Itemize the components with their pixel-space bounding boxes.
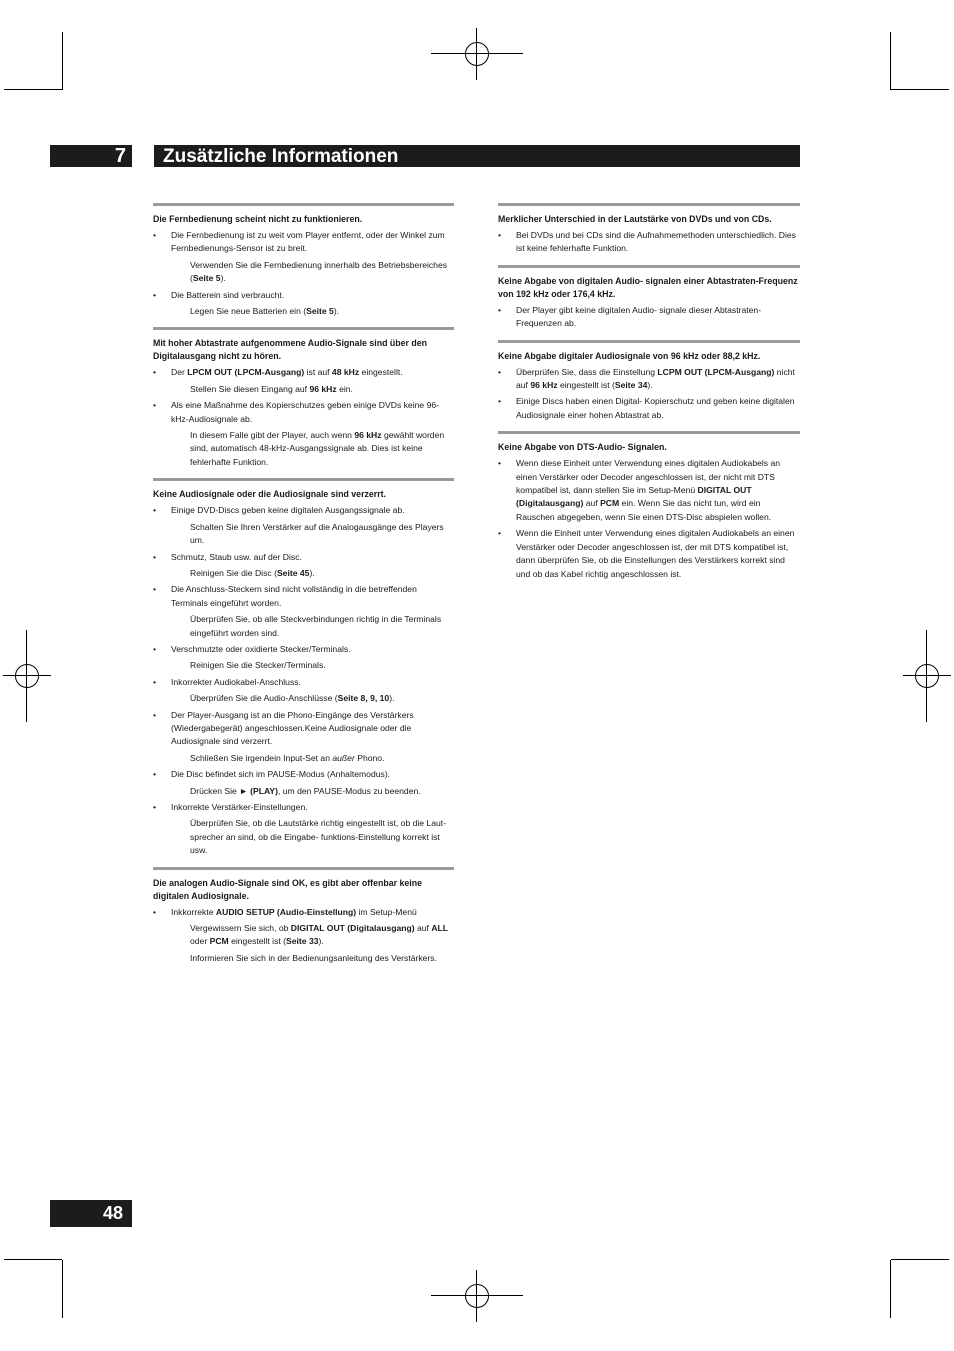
item-text: Die Fernbedienung ist zu weit vom Player entfernt, oder der Winkel zum Fernbedienungs-Sensor ist zu breit. bbox=[171, 230, 445, 254]
section-heading: Keine Abgabe von digitalen Audio- signalen einer Abtastraten-Frequenz von 192 kHz oder 176,4 kHz. bbox=[498, 275, 798, 299]
list-item: • Einige Discs haben einen Digital- Kopierschutz und geben keine digitalen Audiosignale einer hohen Abtastrat ab. bbox=[498, 396, 795, 420]
remedy-text: Verwenden Sie die Fernbedienung innerhalb des Betriebsbereiches (Seite 5). bbox=[190, 259, 448, 284]
chapter-number: 7 bbox=[50, 145, 132, 167]
section-heading: Die analogen Audio-Signale sind OK, es gibt aber offenbar keine digitalen Audiosignale. bbox=[153, 877, 423, 901]
list-item: • Überprüfen Sie, dass die Einstellung LCPM OUT (LPCM-Ausgang) nicht auf 96 kHz eingestellt ist (Seite 34). bbox=[498, 366, 795, 391]
chapter-title: Zusätzliche Informationen bbox=[154, 145, 800, 167]
remedy-text: Überprüfen Sie, ob alle Steckverbindungen richtig in die Terminals eingeführt worden sind. bbox=[190, 614, 442, 638]
remedy-text: Drücken Sie ► (PLAY), um den PAUSE-Modus zu beenden. bbox=[190, 785, 421, 796]
remedy-text: Schalten Sie Ihren Verstärker auf die Analogausgänge des Players um. bbox=[190, 521, 444, 546]
remedy-text: Schließen Sie irgendein Input-Set an außer Phono. bbox=[190, 752, 385, 763]
item-text: Die Batterein sind verbraucht. bbox=[171, 289, 285, 300]
registration-mark-bottom bbox=[463, 1282, 491, 1310]
bullet: • bbox=[153, 367, 157, 378]
remedy-text: Legen Sie neue Batterien ein (Seite 5). bbox=[190, 306, 340, 317]
section-96khz bbox=[498, 340, 800, 432]
list-item: • Wenn die Einheit unter Verwendung eines digitalen Audiokabels an einen Verstärker oder Decoder angeschlossen ist, der mit DTS kompatibel ist, dann überprüfen Sie, ob die Einstellungen des Verstärkers korrekt sind und ob das Kabel richtig angeschlossen ist. bbox=[498, 528, 795, 579]
bullet: • bbox=[153, 289, 157, 300]
play-icon: ► bbox=[239, 785, 248, 796]
section-heading: Merklicher Unterschied in der Lautstärke von DVDs und von CDs. bbox=[498, 214, 772, 224]
registration-mark-right bbox=[913, 662, 941, 690]
registration-mark-left bbox=[13, 662, 41, 690]
left-column bbox=[153, 203, 454, 974]
list-item: • Wenn diese Einheit unter Verwendung eines digitalen Audiokabels an einen Verstärker oder Decoder angeschlossen ist, der nicht mit DTS kompatibel ist, dann stellen Sie im Setup-Menü DIGITAL OUT (Digitalausgang) auf PCM ein. Wenn Sie das nicht tun, wird ein Rauschen abgegeben, wenn Sie einen DTS-Disc abspielen wollen. bbox=[498, 458, 781, 522]
section-heading: Mit hoher Abtastrate aufgenommene Audio-Signale sind über den Digitalausgang nicht zu hören. bbox=[153, 338, 428, 362]
remedy-text: Reinigen Sie die Disc (Seite 45). bbox=[190, 567, 315, 578]
section-dts bbox=[498, 431, 800, 590]
section-heading: Die Fernbedienung scheint nicht zu funktionieren. bbox=[153, 214, 363, 224]
section-no-audio bbox=[153, 478, 454, 866]
list-item bbox=[153, 229, 454, 256]
list-item: • Die Anschluss-Steckern sind nicht vollständig in die betreffenden Terminals eingeführt worden. bbox=[153, 584, 417, 608]
section-heading: Keine Audiosignale oder die Audiosignale sind verzerrt. bbox=[153, 489, 387, 500]
list-item bbox=[153, 399, 454, 426]
section-heading: Keine Abgabe von DTS-Audio- Signalen. bbox=[498, 442, 667, 453]
list-item: • Einige DVD-Discs geben keine digitalen Ausgangssignale ab. bbox=[153, 505, 405, 516]
bullet: • bbox=[153, 400, 157, 411]
right-column bbox=[498, 203, 800, 590]
page-number: 48 bbox=[50, 1200, 132, 1227]
remedy-text: Reinigen Sie die Stecker/Terminals. bbox=[190, 660, 326, 671]
section-192khz bbox=[498, 265, 800, 340]
list-item: • Inkorrekter Audiokabel-Anschluss. bbox=[153, 676, 301, 687]
section-high-sampling bbox=[153, 327, 454, 478]
item-text: Als eine Maßnahme des Kopierschutzes geben einige DVDs keine 96-kHz-Audiosignale ab. bbox=[171, 400, 439, 424]
section-volume-difference bbox=[498, 203, 800, 265]
list-item: • Der Player-Ausgang ist an die Phono-Eingänge des Verstärkers (Wiedergabegerät) angeschlossen.Keine Audiosignale oder die Audiosignale sind verzerrt. bbox=[153, 709, 414, 747]
list-item bbox=[153, 289, 454, 302]
bullet: • bbox=[153, 230, 157, 240]
remedy-text: Informieren Sie sich in der Bedienungsanleitung des Verstärkers. bbox=[190, 952, 437, 963]
list-item: • Der LPCM OUT (LPCM-Ausgang) ist auf 48 kHz eingestellt. bbox=[153, 366, 454, 379]
list-item: • Verschmutzte oder oxidierte Stecker/Terminals. bbox=[153, 643, 351, 654]
registration-mark-top bbox=[463, 40, 491, 68]
list-item: • Die Disc befindet sich im PAUSE-Modus (Anhaltemodus). bbox=[153, 769, 391, 780]
remedy-text: Überprüfen Sie, ob die Lautstärke richtig eingestellt ist, ob die Laut- sprecher an sind, ob die Eingabe- funktions-Einstellung korrekt ist usw. bbox=[190, 818, 447, 856]
list-item: • Inkkorrekte AUDIO SETUP (Audio-Einstellung) im Setup-Menü bbox=[153, 906, 417, 917]
remedy-text: Überprüfen Sie die Audio-Anschlüsse (Seite 8, 9, 10). bbox=[190, 693, 395, 704]
list-item: • Bei DVDs und bei CDs sind die Aufnahmemethoden unterschiedlich. Dies ist keine fehlerhafte Funktion. bbox=[498, 230, 796, 254]
remedy-text: Vergewissern Sie sich, ob DIGITAL OUT (Digitalausgang) auf ALL oder PCM eingestellt ist (Seite 33). bbox=[190, 923, 449, 947]
remedy-text: In diesem Falle gibt der Player, auch wenn 96 kHz gewählt worden sind, automatisch 48-kHz-Ausgangssignale ab. Dies ist keine fehlerhafte Funktion. bbox=[190, 430, 445, 467]
section-no-digital bbox=[153, 867, 454, 975]
list-item: • Der Player gibt keine digitalen Audio- signale dieser Abtastraten-Frequenzen ab. bbox=[498, 304, 762, 329]
section-heading: Keine Abgabe digitaler Audiosignale von 96 kHz oder 88,2 kHz. bbox=[498, 350, 761, 361]
list-item: • Inkorrekte Verstärker-Einstellungen. bbox=[153, 802, 308, 812]
section-remote bbox=[153, 203, 454, 327]
remedy-text: Stellen Sie diesen Eingang auf 96 kHz ein. bbox=[190, 383, 353, 394]
list-item: • Schmutz, Staub usw. auf der Disc. bbox=[153, 551, 302, 562]
